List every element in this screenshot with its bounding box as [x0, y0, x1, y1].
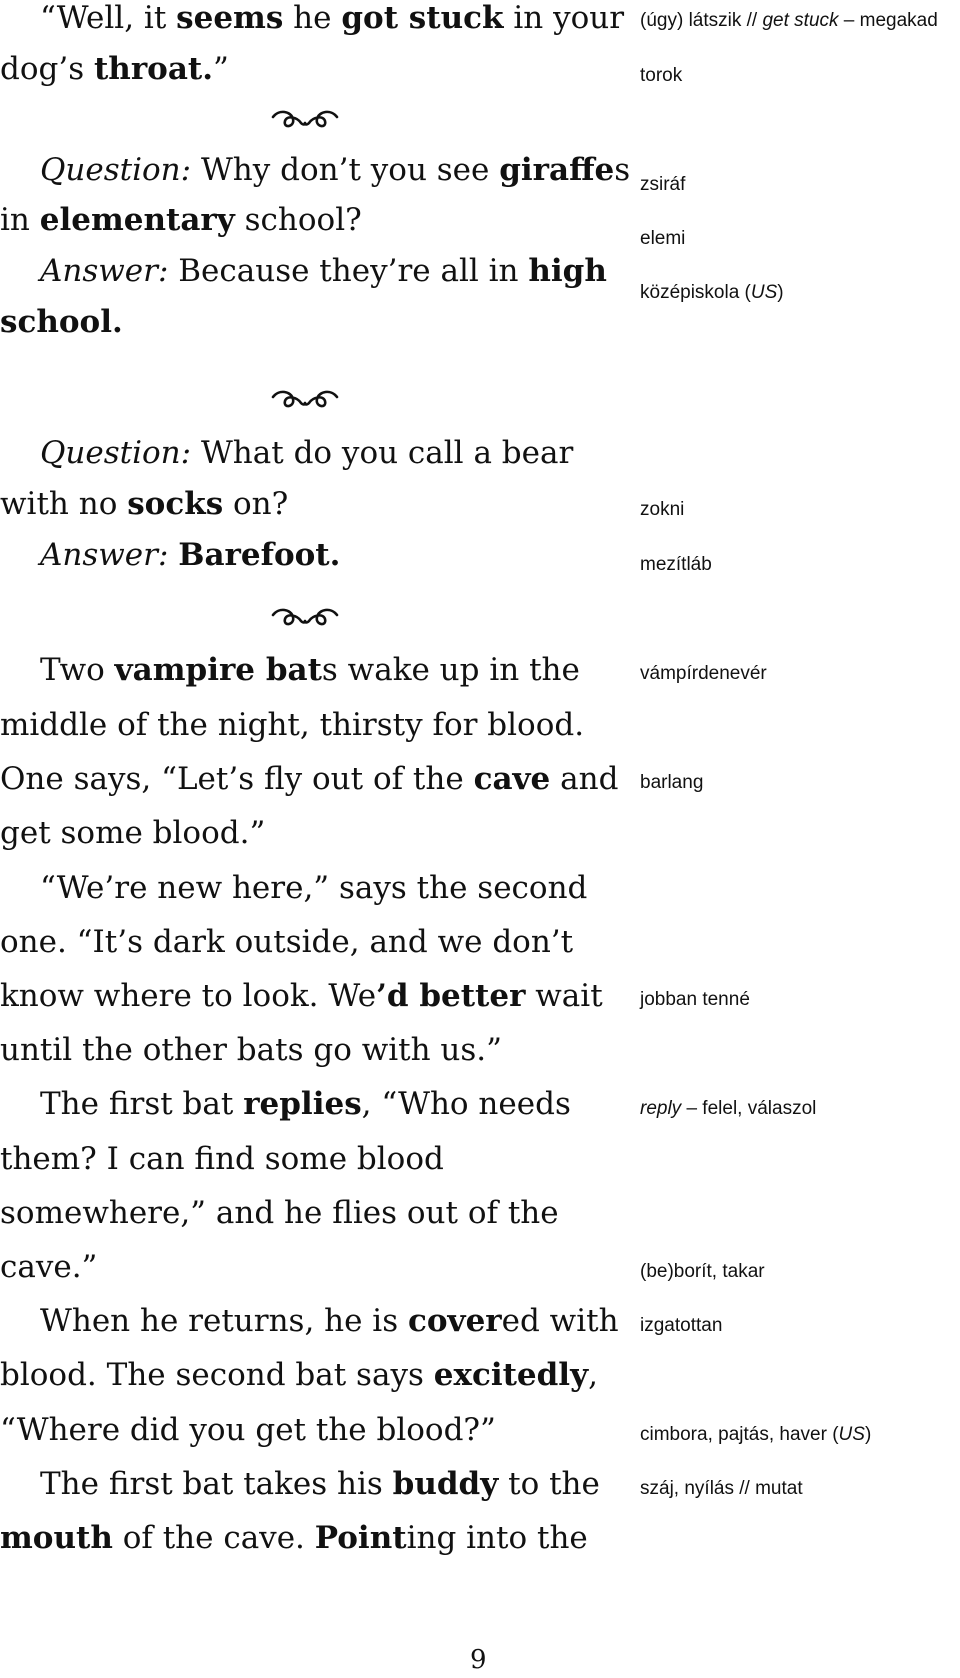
text-line: in elementary school?	[0, 202, 362, 238]
text-line: school.	[0, 304, 123, 340]
text-line: Question: Why don’t you see giraffes	[40, 152, 631, 188]
text-line: The first bat takes his buddy to the	[40, 1466, 600, 1502]
text-line: until the other bats go with us.”	[0, 1032, 503, 1068]
text-line: middle of the night, thirsty for blood.	[0, 707, 585, 743]
text-line: dog’s throat.”	[0, 51, 229, 87]
text-line: know where to look. We’d better wait	[0, 978, 603, 1014]
gloss-entry: mezítláb	[640, 554, 712, 575]
text-line: The first bat replies, “Who needs	[40, 1086, 571, 1122]
text-line: One says, “Let’s fly out of the cave and	[0, 761, 619, 797]
gloss-entry: középiskola (US)	[640, 282, 784, 303]
text-line: “We’re new here,” says the second	[40, 870, 588, 906]
gloss-entry: zsiráf	[640, 174, 686, 195]
text-line: “Where did you get the blood?”	[0, 1412, 496, 1448]
gloss-entry: torok	[640, 65, 683, 86]
text-line: cave.”	[0, 1249, 98, 1285]
flourish-icon	[265, 603, 345, 633]
text-line: Answer: Barefoot.	[40, 537, 341, 573]
gloss-entry: zokni	[640, 499, 685, 520]
gloss-entry: (úgy) látszik // get stuck – megakad	[640, 10, 938, 31]
gloss-entry: cimbora, pajtás, haver (US)	[640, 1424, 872, 1445]
gloss-entry: jobban tenné	[640, 989, 750, 1010]
text-line: Question: What do you call a bear	[40, 435, 574, 471]
flourish-icon	[265, 105, 345, 135]
gloss-entry: barlang	[640, 772, 704, 793]
text-line: blood. The second bat says excitedly,	[0, 1357, 598, 1393]
page-number: 9	[470, 1645, 487, 1675]
text-line: get some blood.”	[0, 815, 266, 851]
gloss-entry: száj, nyílás // mutat	[640, 1478, 803, 1499]
text-line: somewhere,” and he flies out of the	[0, 1195, 559, 1231]
gloss-entry: vámpírdenevér	[640, 663, 767, 684]
gloss-entry: elemi	[640, 228, 686, 249]
text-line: “Well, it seems he got stuck in your	[40, 0, 625, 36]
text-line: one. “It’s dark outside, and we don’t	[0, 924, 574, 960]
text-line: Two vampire bats wake up in the	[40, 652, 580, 688]
flourish-icon	[265, 385, 345, 415]
text-line: mouth of the cave. Pointing into the	[0, 1520, 588, 1556]
text-line: them? I can find some blood	[0, 1141, 444, 1177]
gloss-entry: izgatottan	[640, 1315, 723, 1336]
text-line: Answer: Because they’re all in high	[40, 253, 607, 289]
text-line: with no socks on?	[0, 486, 289, 522]
gloss-entry: (be)borít, takar	[640, 1261, 765, 1282]
text-line: When he returns, he is covered with	[40, 1303, 619, 1339]
gloss-entry: reply – felel, válaszol	[640, 1098, 817, 1119]
